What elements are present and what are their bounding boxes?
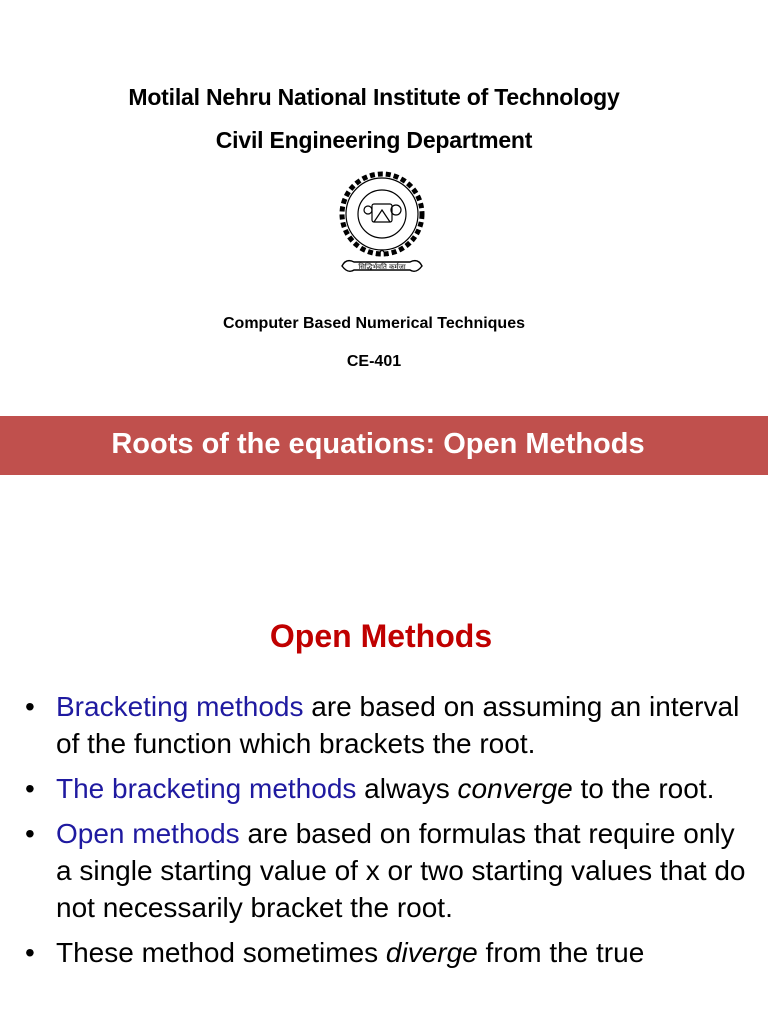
bullet-icon: • (25, 691, 35, 722)
department-name: Civil Engineering Department (215, 127, 533, 153)
highlight-text: Bracketing methods (56, 691, 304, 722)
list-item (0, 770, 768, 807)
bullet-list (0, 688, 768, 979)
gear-icon (342, 174, 422, 254)
course-code: CE-401 (346, 353, 402, 370)
logo-motto: सिद्धिर्भवति कर्मजा (358, 263, 406, 271)
course-name: Computer Based Numerical Techniques (223, 315, 525, 332)
institute-name: Motilal Nehru National Institute of Technology (128, 84, 620, 110)
title-slide (0, 0, 768, 416)
slide-heading: Open Methods (269, 618, 493, 654)
bullet-icon: • (25, 937, 35, 968)
highlight-text: The bracketing methods (56, 773, 357, 804)
bullet-text: always (356, 773, 458, 804)
list-item (0, 688, 768, 762)
bullet-text: to the root. (572, 773, 715, 804)
bullet-text: are based on assuming an interval of the function which brackets the root. (56, 691, 740, 759)
title-banner (0, 416, 768, 475)
bullet-text: from the true (477, 937, 645, 968)
bullet-icon: • (25, 818, 35, 849)
bullet-text: are based on formulas that require only a single starting value of x or two starting values that do not necessarily bracket the root. (56, 818, 746, 923)
highlight-text: Open methods (56, 818, 240, 849)
list-item (0, 934, 768, 971)
banner-title: Roots of the equations: Open Methods (111, 428, 645, 460)
bullet-icon: • (25, 773, 35, 804)
italic-text: diverge (385, 937, 478, 968)
institute-logo (336, 170, 428, 282)
bullet-text: These method sometimes (56, 937, 386, 968)
list-item (0, 815, 768, 926)
italic-text: converge (457, 773, 573, 804)
